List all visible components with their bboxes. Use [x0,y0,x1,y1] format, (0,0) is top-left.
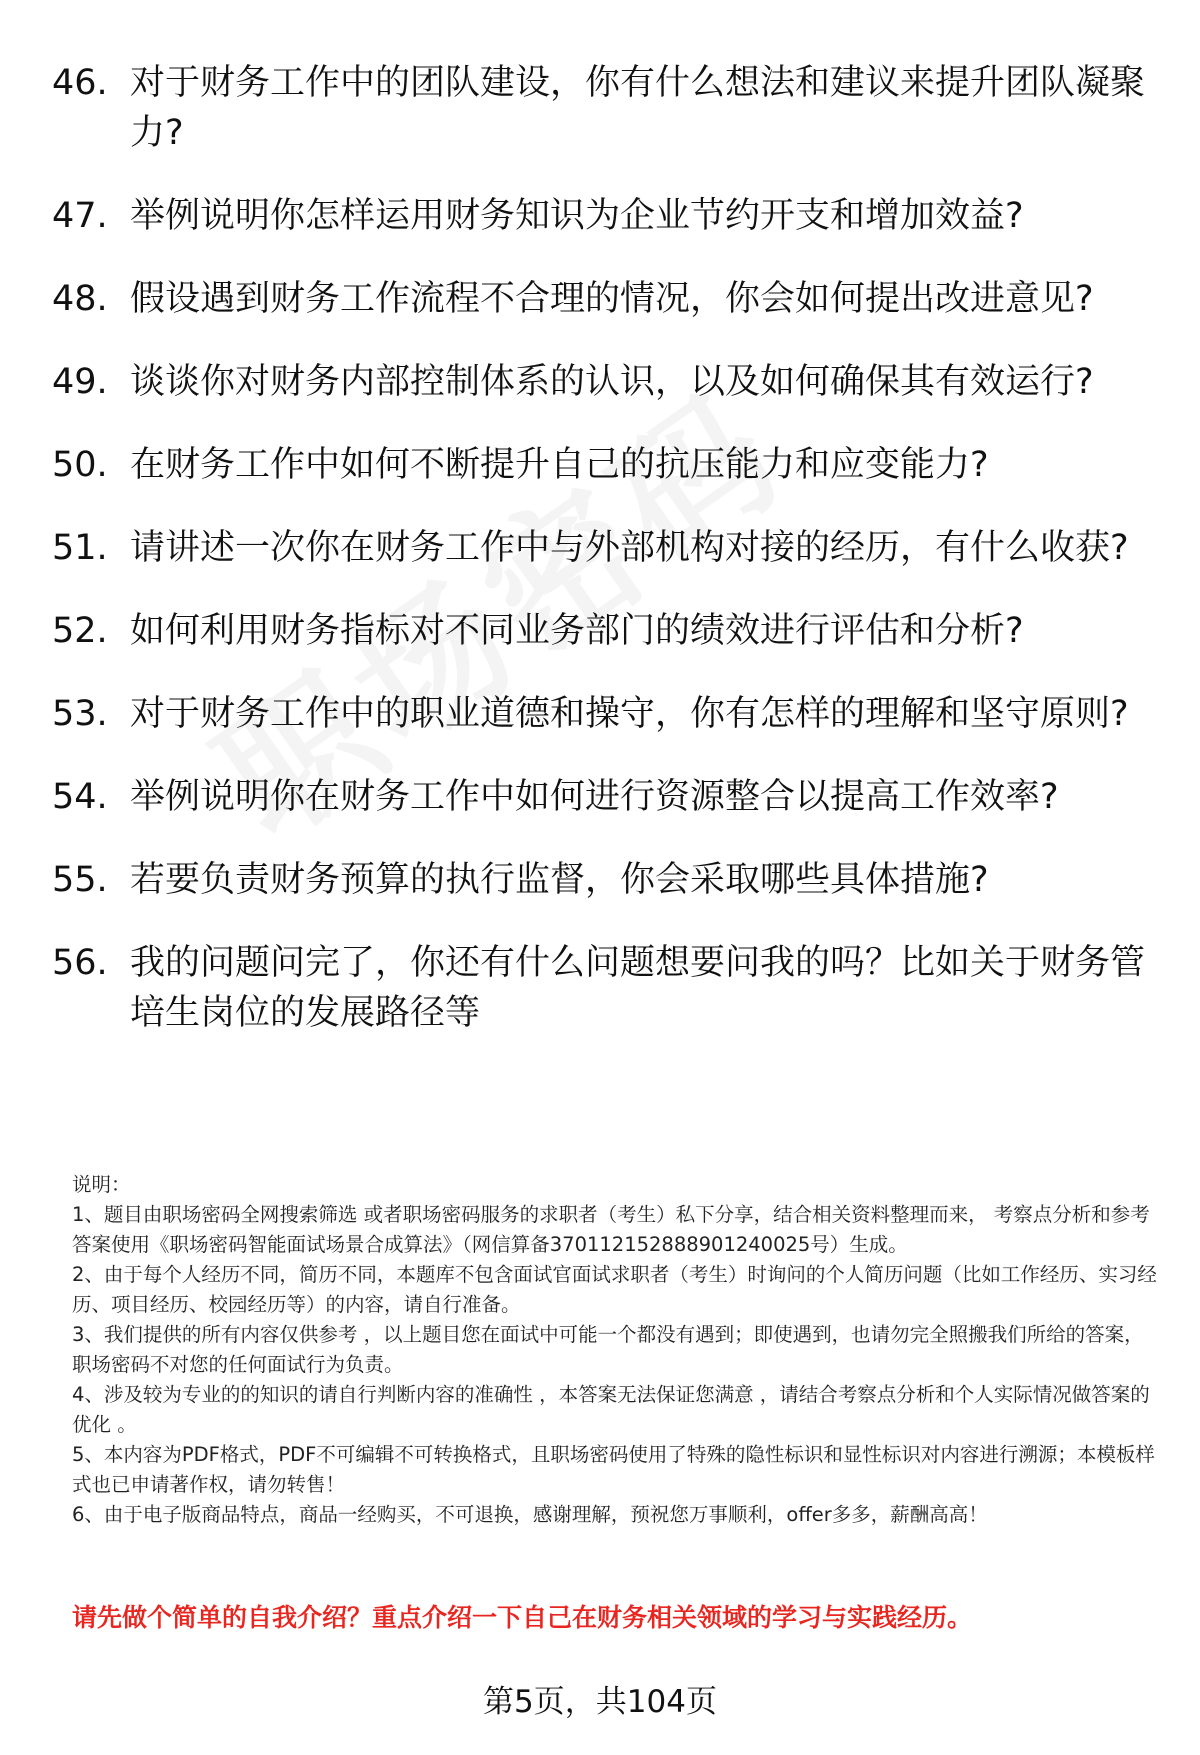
question-number: 49. [52,362,108,402]
question-text: 假设遇到财务工作流程不合理的情况，你会如何提出改进意见? [130,279,1094,319]
question-item [52,58,1162,158]
question-item [52,938,1162,1038]
question-number: 54. [52,777,108,817]
question-item [52,357,1162,407]
question-item [52,440,1162,490]
question-text: 在财务工作中如何不断提升自己的抗压能力和应变能力? [130,445,989,485]
note-item: 1、题目由职场密码全网搜索筛选 或者职场密码服务的求职者（考生）私下分享，结合相关资料整理而来， 考察点分析和参考答案使用《职场密码智能面试场景合成算法》（网信算备370112152888901240025号）生成。 [72,1203,1150,1256]
question-text: 若要负责财务预算的执行监督，你会采取哪些具体措施? [130,860,989,900]
question-item [52,274,1162,324]
note-item: 3、我们提供的所有内容仅供参考 ，以上题目您在面试中可能一个都没有遇到；即使遇到，也请勿完全照搬我们所给的答案，职场密码不对您的任何面试行为负责。 [72,1323,1144,1376]
note-item: 4、涉及较为专业的的知识的请自行判断内容的准确性 ，本答案无法保证您满意 ，请结合考察点分析和个人实际情况做答案的优化 。 [72,1383,1150,1436]
notes-section [72,1170,1160,1530]
question-number: 47. [52,196,108,236]
question-number: 46. [52,63,108,103]
note-item: 6、由于电子版商品特点，商品一经购买，不可退换，感谢理解，预祝您万事顺利，offer多多，薪酬高高！ [72,1503,988,1526]
question-item [52,772,1162,822]
question-text: 对于财务工作中的职业道德和操守，你有怎样的理解和坚守原则? [130,694,1129,734]
question-text: 对于财务工作中的团队建设，你有什么想法和建议来提升团队凝聚力? [130,63,1146,153]
question-list [52,58,1162,1071]
question-number: 50. [52,445,108,485]
question-item [52,606,1162,656]
highlight-question: 请先做个简单的自我介绍？重点介绍一下自己在财务相关领域的学习与实践经历。 [72,1603,973,1632]
question-number: 52. [52,611,108,651]
question-number: 55. [52,860,108,900]
question-text: 请讲述一次你在财务工作中与外部机构对接的经历，有什么收获? [130,528,1129,568]
question-item [52,191,1162,241]
question-text: 举例说明你在财务工作中如何进行资源整合以提高工作效率? [130,777,1059,817]
question-text: 如何利用财务指标对不同业务部门的绩效进行评估和分析? [130,611,1024,651]
question-number: 53. [52,694,108,734]
page-footer: 第5页，共104页 [483,1684,717,1720]
question-text: 谈谈你对财务内部控制体系的认识，以及如何确保其有效运行? [130,362,1094,402]
question-text: 举例说明你怎样运用财务知识为企业节约开支和增加效益? [130,196,1024,236]
question-number: 48. [52,279,108,319]
question-item [52,689,1162,739]
question-item [52,855,1162,905]
question-item [52,523,1162,573]
note-item: 2、由于每个人经历不同，简历不同，本题库不包含面试官面试求职者（考生）时询问的个人简历问题（比如工作经历、实习经历、项目经历、校园经历等）的内容，请自行准备。 [72,1263,1157,1316]
question-number: 56. [52,943,108,983]
question-number: 51. [52,528,108,568]
notes-title: 说明： [72,1173,131,1196]
question-text: 我的问题问完了，你还有什么问题想要问我的吗？比如关于财务管培生岗位的发展路径等 [130,943,1146,1033]
note-item: 5、本内容为PDF格式，PDF不可编辑不可转换格式，且职场密码使用了特殊的隐性标识和显性标识对内容进行溯源；本模板样式也已申请著作权，请勿转售！ [72,1443,1155,1496]
